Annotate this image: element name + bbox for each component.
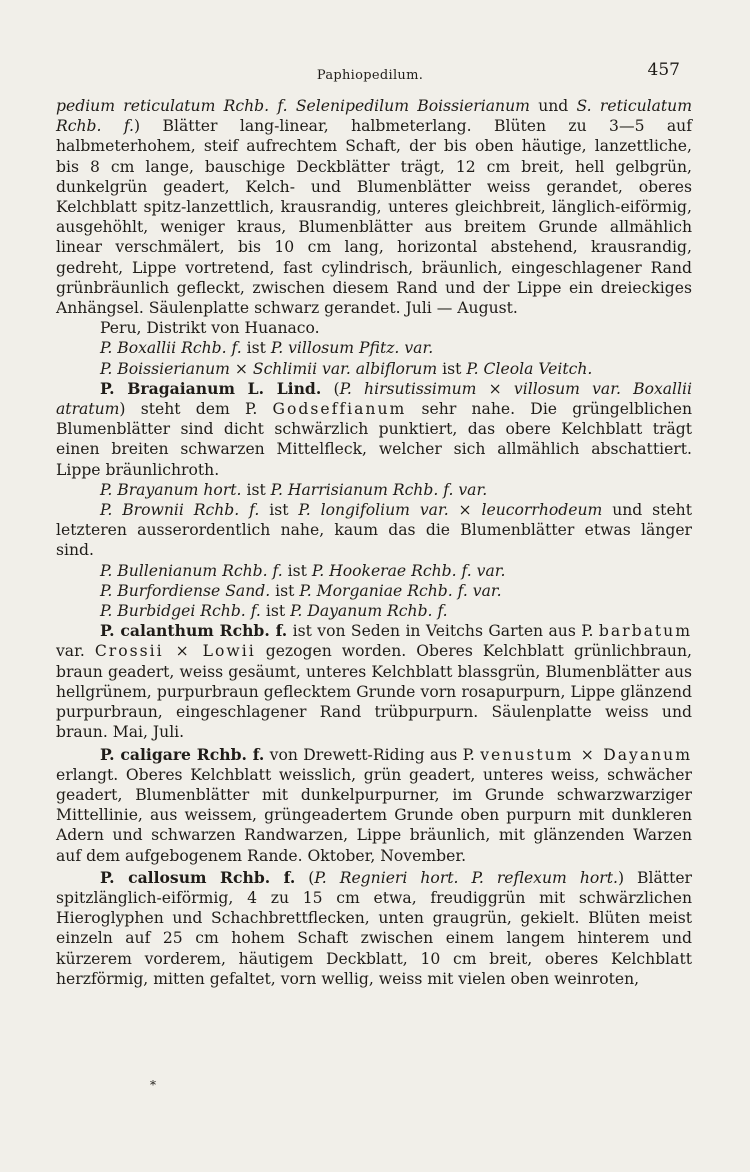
connector-text: var.: [56, 642, 95, 661]
synonym-text: P. Regnieri hort. P. reflexum hort.: [314, 868, 618, 887]
synonym-line-brayanum: [56, 480, 692, 500]
connector-text: (: [295, 868, 315, 887]
synonym-text: S. reticulatum Rchb. f.: [56, 97, 692, 136]
spaced-name: Godseffianum: [272, 400, 407, 419]
synonym-text: P. hirsutissimum × villosum var. Boxallii atratum: [56, 379, 692, 419]
connector-text: ist von Seden in Veitchs Garten aus P.: [287, 622, 599, 641]
synonym-target: P. villosum Pfitz. var.: [270, 339, 434, 358]
connector-text: und: [529, 97, 577, 115]
synonym-target: P. Dayanum Rchb. f.: [290, 602, 448, 621]
species-heading: P. caligare Rchb. f.: [100, 744, 265, 764]
description-text: gezogen worden. Oberes Kelchblatt grünlichbraun, braun geadert, weiss gesäumt, unteres Kelchblatt blassgrün, Blumenblätter aus hellgrünem, purpurbraun geflecktem Grunde vorn rosapurpurn, Lippe glänzend purpurbraun, eingeschlagener Rand trübpurpurn. Säulenplatte weiss und braun. Mai, Juli.: [56, 642, 692, 742]
spaced-name: venustum × Dayanum: [480, 745, 692, 764]
description-text: erlangt. Oberes Kelchblatt weisslich, grün geadert, unteres weiss, schwächer geadert, Blumenblätter mit dunkelpurpurner, im Grunde schwarzwarziger Mittellinie, aus weissem, grüngeadertem Grunde oben purpurn mit dunkleren Adern und schwarzen Randwarzen, Lippe bräunlich, mit glänzenden Warzen auf dem aufgebogenem Rande. Oktober, November.: [56, 765, 692, 865]
body-text: [56, 96, 692, 989]
entry-caligare: [56, 745, 692, 866]
footnote-mark: *: [150, 1078, 156, 1092]
connector-text: ist: [241, 480, 271, 499]
synonym-line-burbidgei: [56, 601, 692, 621]
synonym-target: P. Hookerae Rchb. f. var.: [311, 561, 506, 580]
distribution-line: Peru, Distrikt von Huanaco.: [100, 319, 320, 338]
synonym-name: P. Brayanum hort.: [100, 480, 242, 499]
synonym-name: P. Burbidgei Rchb. f.: [100, 602, 261, 621]
synonym-name: P. Boissierianum × Schlimii var. albiflorum: [100, 359, 438, 378]
description-text: ) Blätter lang-linear, halbmeterlang. Blüten zu 3—5 auf halbmeterhohem, steif aufrechtem Schaft, der bis oben häutige, lanzettliche, bis 8 cm lange, bauschige Deckblätter trägt, 12 cm breit, hell gelbgrün, dunkelgrün geadert, Kelch- und Blumenblätter weiss gerandet, oberes Kelchblatt spitz-lanzettlich, krausrandig, unteres gleichbreit, länglich-eiförmig, ausgehöhlt, weniger kraus, Blumenblätter aus breitem Grunde allmählich linear verschmälert, bis 10 cm lang, horizontal abstehend, krausrandig, gedreht, Lippe vortretend, fast cylindrisch, bräunlich, eingeschlagener Rand grünbräunlich gefleckt, zwischen diesem Rand und der Lippe ein dreieckiges Anhängsel. Säulenplatte schwarz gerandet. Juli — August.: [56, 117, 692, 318]
running-title: Paphiopedilum.: [316, 68, 424, 83]
page-number: 457: [647, 60, 680, 80]
spaced-name: Crossii × Lowii: [94, 642, 256, 661]
synonym-target: P. Morganiae Rchb. f. var.: [299, 581, 502, 600]
connector-text: ist: [259, 501, 299, 520]
synonym-line-boxallii: [56, 338, 692, 358]
entry-callosum: [56, 868, 692, 989]
connector-text: ) steht dem P.: [119, 400, 273, 419]
synonym-target: P. longifolium var. × leucorrhodeum: [298, 501, 603, 520]
description-text: ) Blätter spitzlänglich-eiförmig, 4 zu 15 cm etwa, freudiggrün mit schwärzlichen Hieroglyphen und Schachbrettflecken, unten graugrün, gekielt. Blüten meist einzeln auf 25 cm hohem Schaft zwischen einem langem hinterem und kürzerem vorderem, häutigem Deckblatt, 10 cm breit, oberes Kelchblatt herzförmig, mitten gefaltet, vorn wellig, weiss mit vielen oben weinroten,: [56, 868, 693, 988]
species-heading: P. Bragaianum L. Lind.: [100, 378, 322, 398]
synonym-line-boissierianum: [56, 359, 692, 379]
synonym-name: P. Burfordiense Sand.: [100, 581, 271, 600]
spaced-name: barbatum: [598, 622, 692, 641]
entry-calanthum: [56, 621, 692, 742]
entry-reticulatum-continued: [56, 96, 692, 318]
synonym-text: pedium reticulatum Rchb. f. Selenipedilum Boissierianum: [56, 97, 530, 115]
synonym-name: P. Bullenianum Rchb. f.: [100, 561, 283, 580]
synonym-target: P. Cleola Veitch.: [466, 359, 593, 378]
synonym-line-bullenianum: [56, 561, 692, 581]
connector-text: ist: [241, 339, 271, 358]
description-text: sehr nahe. Die grüngelblichen Blumenblätter sind dicht schwärzlich punktiert, das obere Kelchblatt trägt einen breiten schwarzen Mittelfleck, welcher sich allmählich abschattiert. Lippe bräunlichroth.: [56, 400, 692, 479]
synonym-name: P. Boxallii Rchb. f.: [100, 339, 242, 358]
connector-text: ist: [437, 359, 467, 378]
species-heading: P. callosum Rchb. f.: [100, 867, 296, 887]
connector-text: von Drewett-Riding aus P.: [264, 745, 481, 764]
entry-bragaianum: [56, 379, 692, 480]
synonym-target: P. Harrisianum Rchb. f. var.: [270, 480, 488, 499]
synonym-line-burfordiense: [56, 581, 692, 601]
synonym-name: P. Brownii Rchb. f.: [100, 501, 260, 520]
connector-text: ist: [270, 581, 300, 600]
synonym-line-brownii: [56, 500, 692, 561]
connector-text: (: [321, 379, 340, 398]
species-heading: P. calanthum Rchb. f.: [100, 621, 288, 641]
connector-text: ist: [260, 602, 291, 621]
connector-text: ist: [282, 561, 312, 580]
page-header: [60, 60, 680, 86]
description-text: und steht letzteren ausserordentlich nahe, kaum das die Blumenblätter etwas länger sind.: [56, 501, 692, 560]
